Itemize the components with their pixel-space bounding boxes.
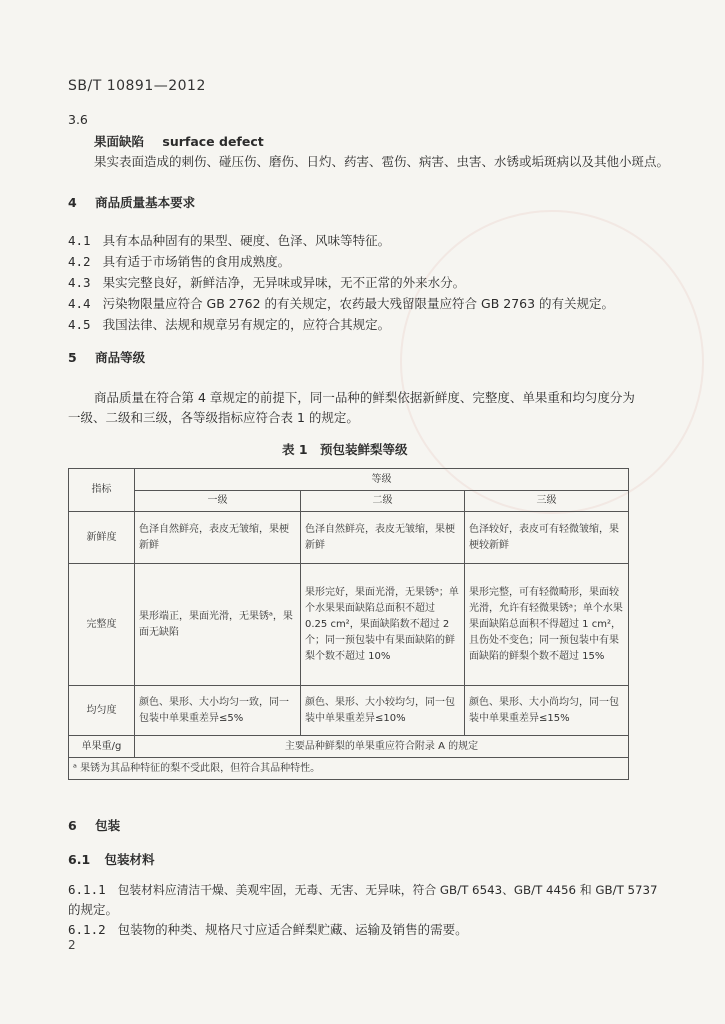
cell: 颜色、果形、大小均匀一致，同一包装中单果重差异≤5% bbox=[135, 686, 301, 736]
cell: 果形端正，果面光滑，无果锈ᵃ，果面无缺陷 bbox=[135, 564, 301, 686]
clause-title: 包装材料 bbox=[104, 852, 155, 867]
table-row-uniformity bbox=[69, 686, 629, 736]
table-footnote-row bbox=[69, 758, 629, 780]
header-grade-3: 三级 bbox=[465, 491, 629, 512]
clause-4-4 bbox=[68, 296, 614, 312]
clause-6-1-1-line2: 的规定。 bbox=[68, 902, 119, 917]
page-number: 2 bbox=[68, 938, 76, 952]
header-grade-1: 一级 bbox=[135, 491, 301, 512]
section-5-title: 商品等级 bbox=[95, 350, 146, 365]
standard-code-header: SB/T 10891—2012 bbox=[68, 78, 206, 94]
row-label: 均匀度 bbox=[69, 686, 135, 736]
clause-4-2 bbox=[68, 254, 290, 270]
cell: 颜色、果形、大小较均匀，同一包装中单果重差异≤10% bbox=[301, 686, 465, 736]
clause-text: 包装材料应清洁干燥、美观牢固，无毒、无害、无异味，符合 GB/T 6543、GB/T 4456 和 GB/T 5737 bbox=[117, 883, 658, 897]
section-5-heading bbox=[68, 350, 145, 366]
cell: 果形完好，果面光滑，无果锈ᵃ；单个水果果面缺陷总面积不超过 0.25 cm²，果面缺陷数不超过 2 个；同一预包装中有果面缺陷的鲜梨个数不超过 10% bbox=[301, 564, 465, 686]
cell: 主要品种鲜梨的单果重应符合附录 A 的规定 bbox=[135, 736, 629, 758]
cell: 色泽自然鲜亮，表皮无皱缩，果梗新鲜 bbox=[135, 512, 301, 564]
clause-text: 果实完整良好，新鲜洁净，无异味或异味，无不正常的外来水分。 bbox=[102, 275, 466, 290]
clause-6-1-1 bbox=[68, 882, 658, 898]
clause-6-1-2 bbox=[68, 922, 468, 938]
clause-4-3 bbox=[68, 275, 465, 291]
clause-text: 包装物的种类、规格尺寸应适合鲜梨贮藏、运输及销售的需要。 bbox=[117, 922, 468, 937]
term-surface-defect bbox=[94, 134, 264, 150]
section-5-paragraph-line2: 一级、二级和三级，各等级指标应符合表 1 的规定。 bbox=[68, 410, 359, 425]
grade-table bbox=[68, 468, 629, 780]
section-4-heading bbox=[68, 195, 195, 211]
section-4-title: 商品质量基本要求 bbox=[95, 195, 196, 210]
table-row-weight bbox=[69, 736, 629, 758]
cell: 颜色、果形、大小尚均匀，同一包装中单果重差异≤15% bbox=[465, 686, 629, 736]
term-definition: 果实表面造成的刺伤、碰压伤、磨伤、日灼、药害、雹伤、病害、虫害、水锈或垢斑病以及其他小斑点。 bbox=[94, 154, 670, 169]
clause-number: 6.1.2 bbox=[68, 922, 106, 937]
clause-number: 4.2 bbox=[68, 254, 91, 269]
clause-number: 4.3 bbox=[68, 275, 91, 290]
section-5-number: 5 bbox=[68, 350, 77, 365]
clause-number: 4.4 bbox=[68, 296, 91, 311]
term-en: surface defect bbox=[162, 134, 264, 149]
cell: 果形完整，可有轻微畸形，果面较光滑，允许有轻微果锈ᵃ；单个水果果面缺陷总面积不得超过 1 cm²，且伤处不变色；同一预包装中有果面缺陷的鲜梨个数不超过 15% bbox=[465, 564, 629, 686]
row-label: 新鲜度 bbox=[69, 512, 135, 564]
cell: 色泽自然鲜亮，表皮无皱缩，果梗新鲜 bbox=[301, 512, 465, 564]
clause-number: 6.1.1 bbox=[68, 882, 106, 897]
clause-6-1-heading bbox=[68, 852, 155, 868]
section-6-number: 6 bbox=[68, 818, 77, 833]
table-1-caption: 表 1 预包装鲜梨等级 bbox=[282, 442, 408, 457]
section-5-paragraph-line1: 商品质量在符合第 4 章规定的前提下，同一品种的鲜梨依据新鲜度、完整度、单果重和均匀度分为 bbox=[94, 390, 635, 405]
clause-number: 4.5 bbox=[68, 317, 91, 332]
clause-text: 具有本品种固有的果型、硬度、色泽、风味等特征。 bbox=[102, 233, 391, 248]
header-grade-2: 二级 bbox=[301, 491, 465, 512]
header-index: 指标 bbox=[69, 469, 135, 512]
clause-4-5 bbox=[68, 317, 390, 333]
table-footnote: ᵃ 果锈为其品种特征的梨不受此限，但符合其品种特性。 bbox=[69, 758, 629, 780]
clause-number: 6.1 bbox=[68, 852, 91, 867]
table-row-completeness bbox=[69, 564, 629, 686]
section-6-title: 包装 bbox=[95, 818, 121, 833]
row-label: 单果重/g bbox=[69, 736, 135, 758]
header-grade: 等级 bbox=[135, 469, 629, 491]
clause-4-1 bbox=[68, 233, 390, 249]
term-zh: 果面缺陷 bbox=[94, 134, 145, 149]
clause-text: 我国法律、法规和规章另有规定的，应符合其规定。 bbox=[102, 317, 391, 332]
table-row-freshness bbox=[69, 512, 629, 564]
section-4-number: 4 bbox=[68, 195, 77, 210]
clause-number: 4.1 bbox=[68, 233, 91, 248]
clause-3-6-number: 3.6 bbox=[68, 112, 88, 127]
clause-text: 污染物限量应符合 GB 2762 的有关规定，农药最大残留限量应符合 GB 2763 的有关规定。 bbox=[102, 296, 615, 311]
cell: 色泽较好，表皮可有轻微皱缩，果梗较新鲜 bbox=[465, 512, 629, 564]
row-label: 完整度 bbox=[69, 564, 135, 686]
section-6-heading bbox=[68, 818, 120, 834]
clause-text: 具有适于市场销售的食用成熟度。 bbox=[102, 254, 291, 269]
